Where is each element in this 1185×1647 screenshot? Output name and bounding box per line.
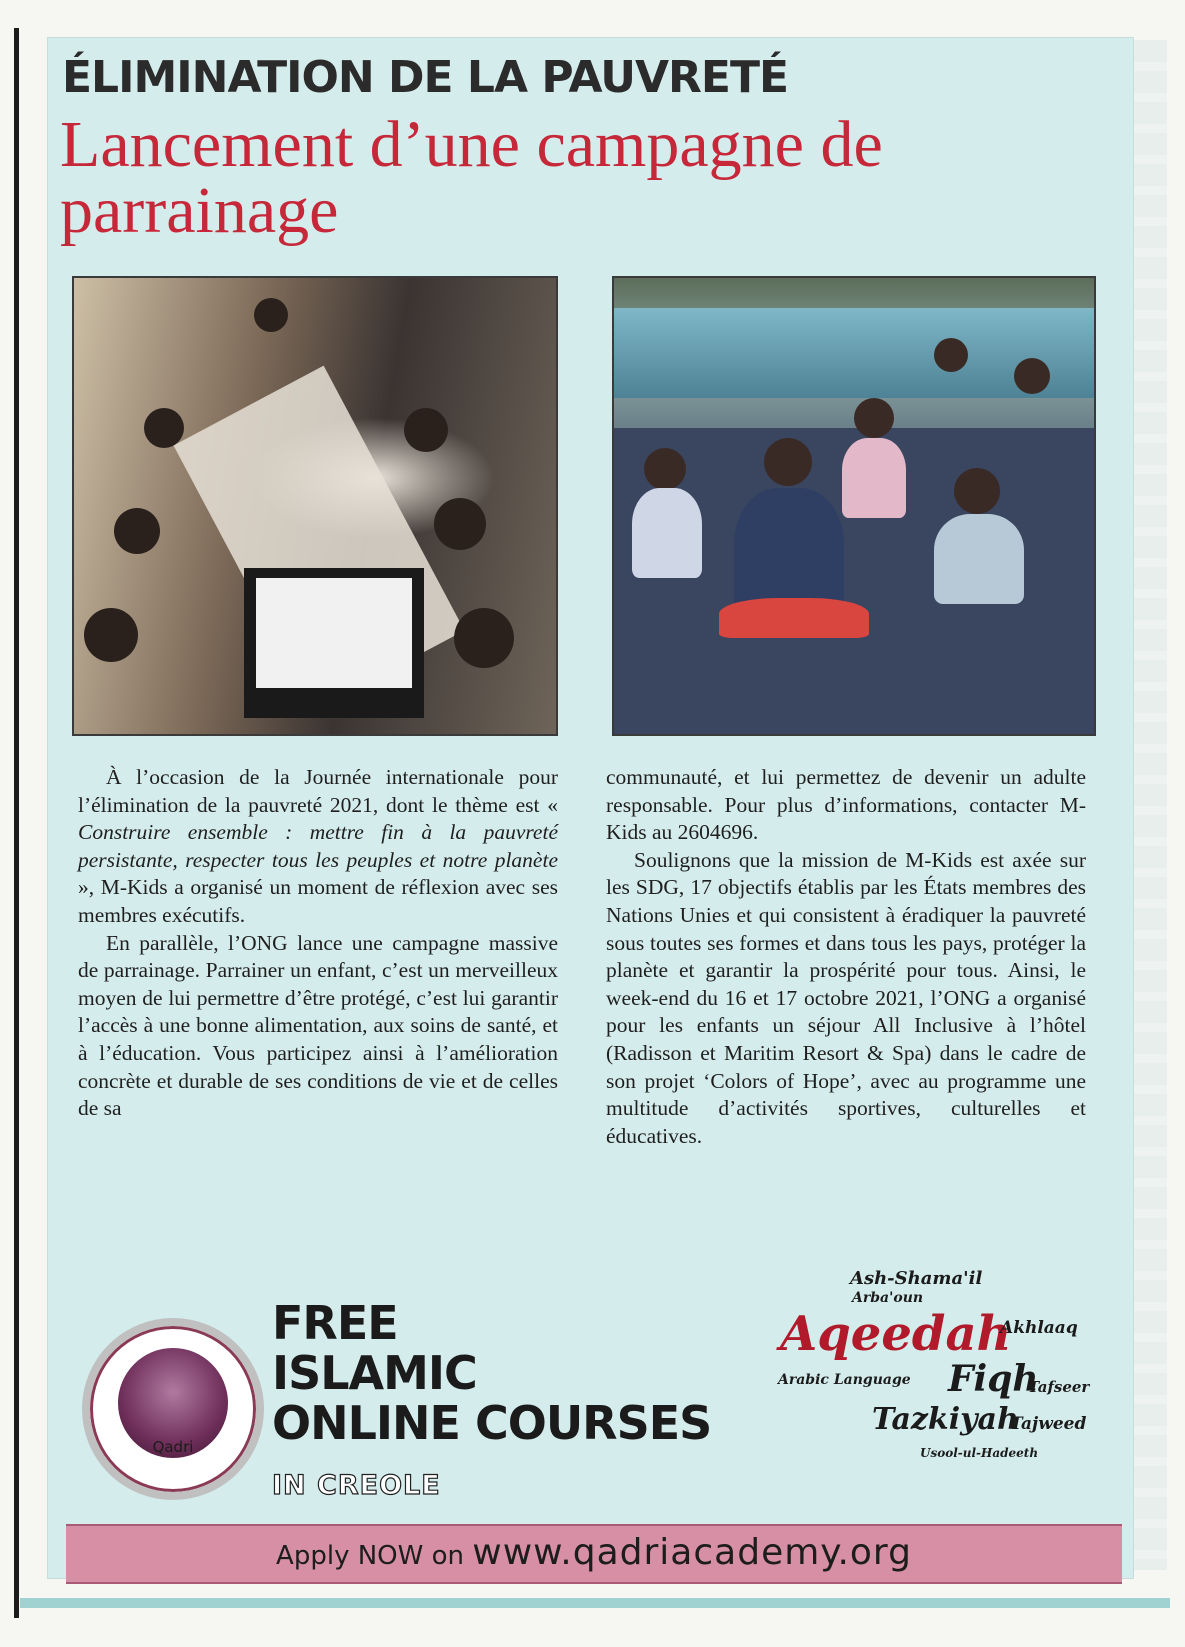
ad-title-line-1: FREE [272,1296,398,1350]
subject-tafseer: Tafseer [1028,1378,1090,1396]
child-body [842,438,906,518]
paragraph-1: À l’occasion de la Journée internationale pour l’élimination de la pauvreté 2021, dont le thème est « Construire ensemble : mettre fin à la pauvreté persistante, respecter tous les peuples et notre planète », M-Kids a organisé un moment de réflexion avec ses membres exécutifs. [78,765,558,927]
child-body [934,514,1024,604]
article-column-2 [606,764,1086,1150]
theme-quote: Construire ensemble : mettre fin à la pauvreté persistante, respecter tous les peuples et notre planète [78,820,558,872]
ad-subtitle: IN CREOLE [272,1470,441,1501]
laptop-screen [256,578,412,688]
child-head [764,438,812,486]
child-head [644,448,686,490]
qadri-academy-logo [82,1318,264,1500]
academy-url[interactable]: www.qadriacademy.org [472,1532,912,1573]
child-head [434,498,486,550]
child-head [254,298,288,332]
child-head [84,608,138,662]
child-head [934,338,968,372]
article-kicker: ÉLIMINATION DE LA PAUVRETÉ [62,52,789,103]
article-column-1 [78,764,558,1123]
child-head [404,408,448,452]
child-body [632,488,702,578]
logo-text: Qadri [152,1438,194,1456]
article-headline: Lancement d’une campagne de parrainage [60,108,883,247]
photo-children-at-table [72,276,558,736]
child-head [144,408,184,448]
laptop [244,568,424,718]
bottom-stripe [20,1598,1170,1608]
paragraph-4: Soulignons que la mission de M-Kids est axée sur les SDG, 17 objectifs établis par les États membres des Nations Unies et qui consistent à éradiquer la pauvreté sous toutes ses formes et dans tous les pays, protéger la planète et garantir la prospérité pour tous. Ainsi, le week-end du 16 et 17 octobre 2021, l’ONG a organisé pour les enfants un séjour All Inclusive à l’hôtel (Radisson et Maritim Resort & Spa) dans le cadre de son projet ‘Colors of Hope’, avec au programme une multitude d’activités sportives, culturelles et éducatives. [606,847,1086,1148]
subject-tazkiyah: Tazkiyah [872,1402,1019,1437]
left-column-rule [14,28,19,1618]
paragraph-2: En parallèle, l’ONG lance une campagne massive de parrainage. Parrainer un enfant, c’est un merveilleux moyen de lui permettre d’être protégé, c’est lui garantir l’accès à une bonne alimentation, aux soins de santé, et à l’éducation. Vous participez ainsi à l’amélioration concrète et durable de ses conditions de vie et de celles de sa [78,930,558,1121]
subject-usool-ul-hadeeth: Usool-ul-Hadeeth [920,1446,1039,1460]
subject-arabic-language: Arabic Language [778,1372,911,1388]
subject-tajweed: Tajweed [1010,1414,1087,1434]
subject-arbaoon: Arba'oun [852,1290,924,1306]
child-head [454,608,514,668]
child-head [854,398,894,438]
ad-title-line-2: ISLAMIC [272,1346,477,1400]
ad-title-line-3: ONLINE COURSES [272,1396,712,1450]
apply-banner [66,1524,1122,1584]
child-head [1014,358,1050,394]
subject-fiqh: Fiqh [948,1358,1039,1400]
child-head [114,508,160,554]
subject-aqeedah: Aqeedah [780,1306,1012,1362]
photo-children-on-mat [612,276,1096,736]
child-legs [719,598,869,638]
child-head [954,468,1000,514]
apply-text: Apply NOW on www.qadriacademy.org [276,1532,912,1573]
subject-ash-shamail: Ash-Shama'il [850,1268,983,1289]
subject-akhlaaq: Akhlaaq [1000,1318,1078,1338]
paragraph-3: communauté, et lui permettez de devenir un adulte responsable. Pour plus d’informations, contacter M-Kids au 2604696. [606,765,1086,845]
